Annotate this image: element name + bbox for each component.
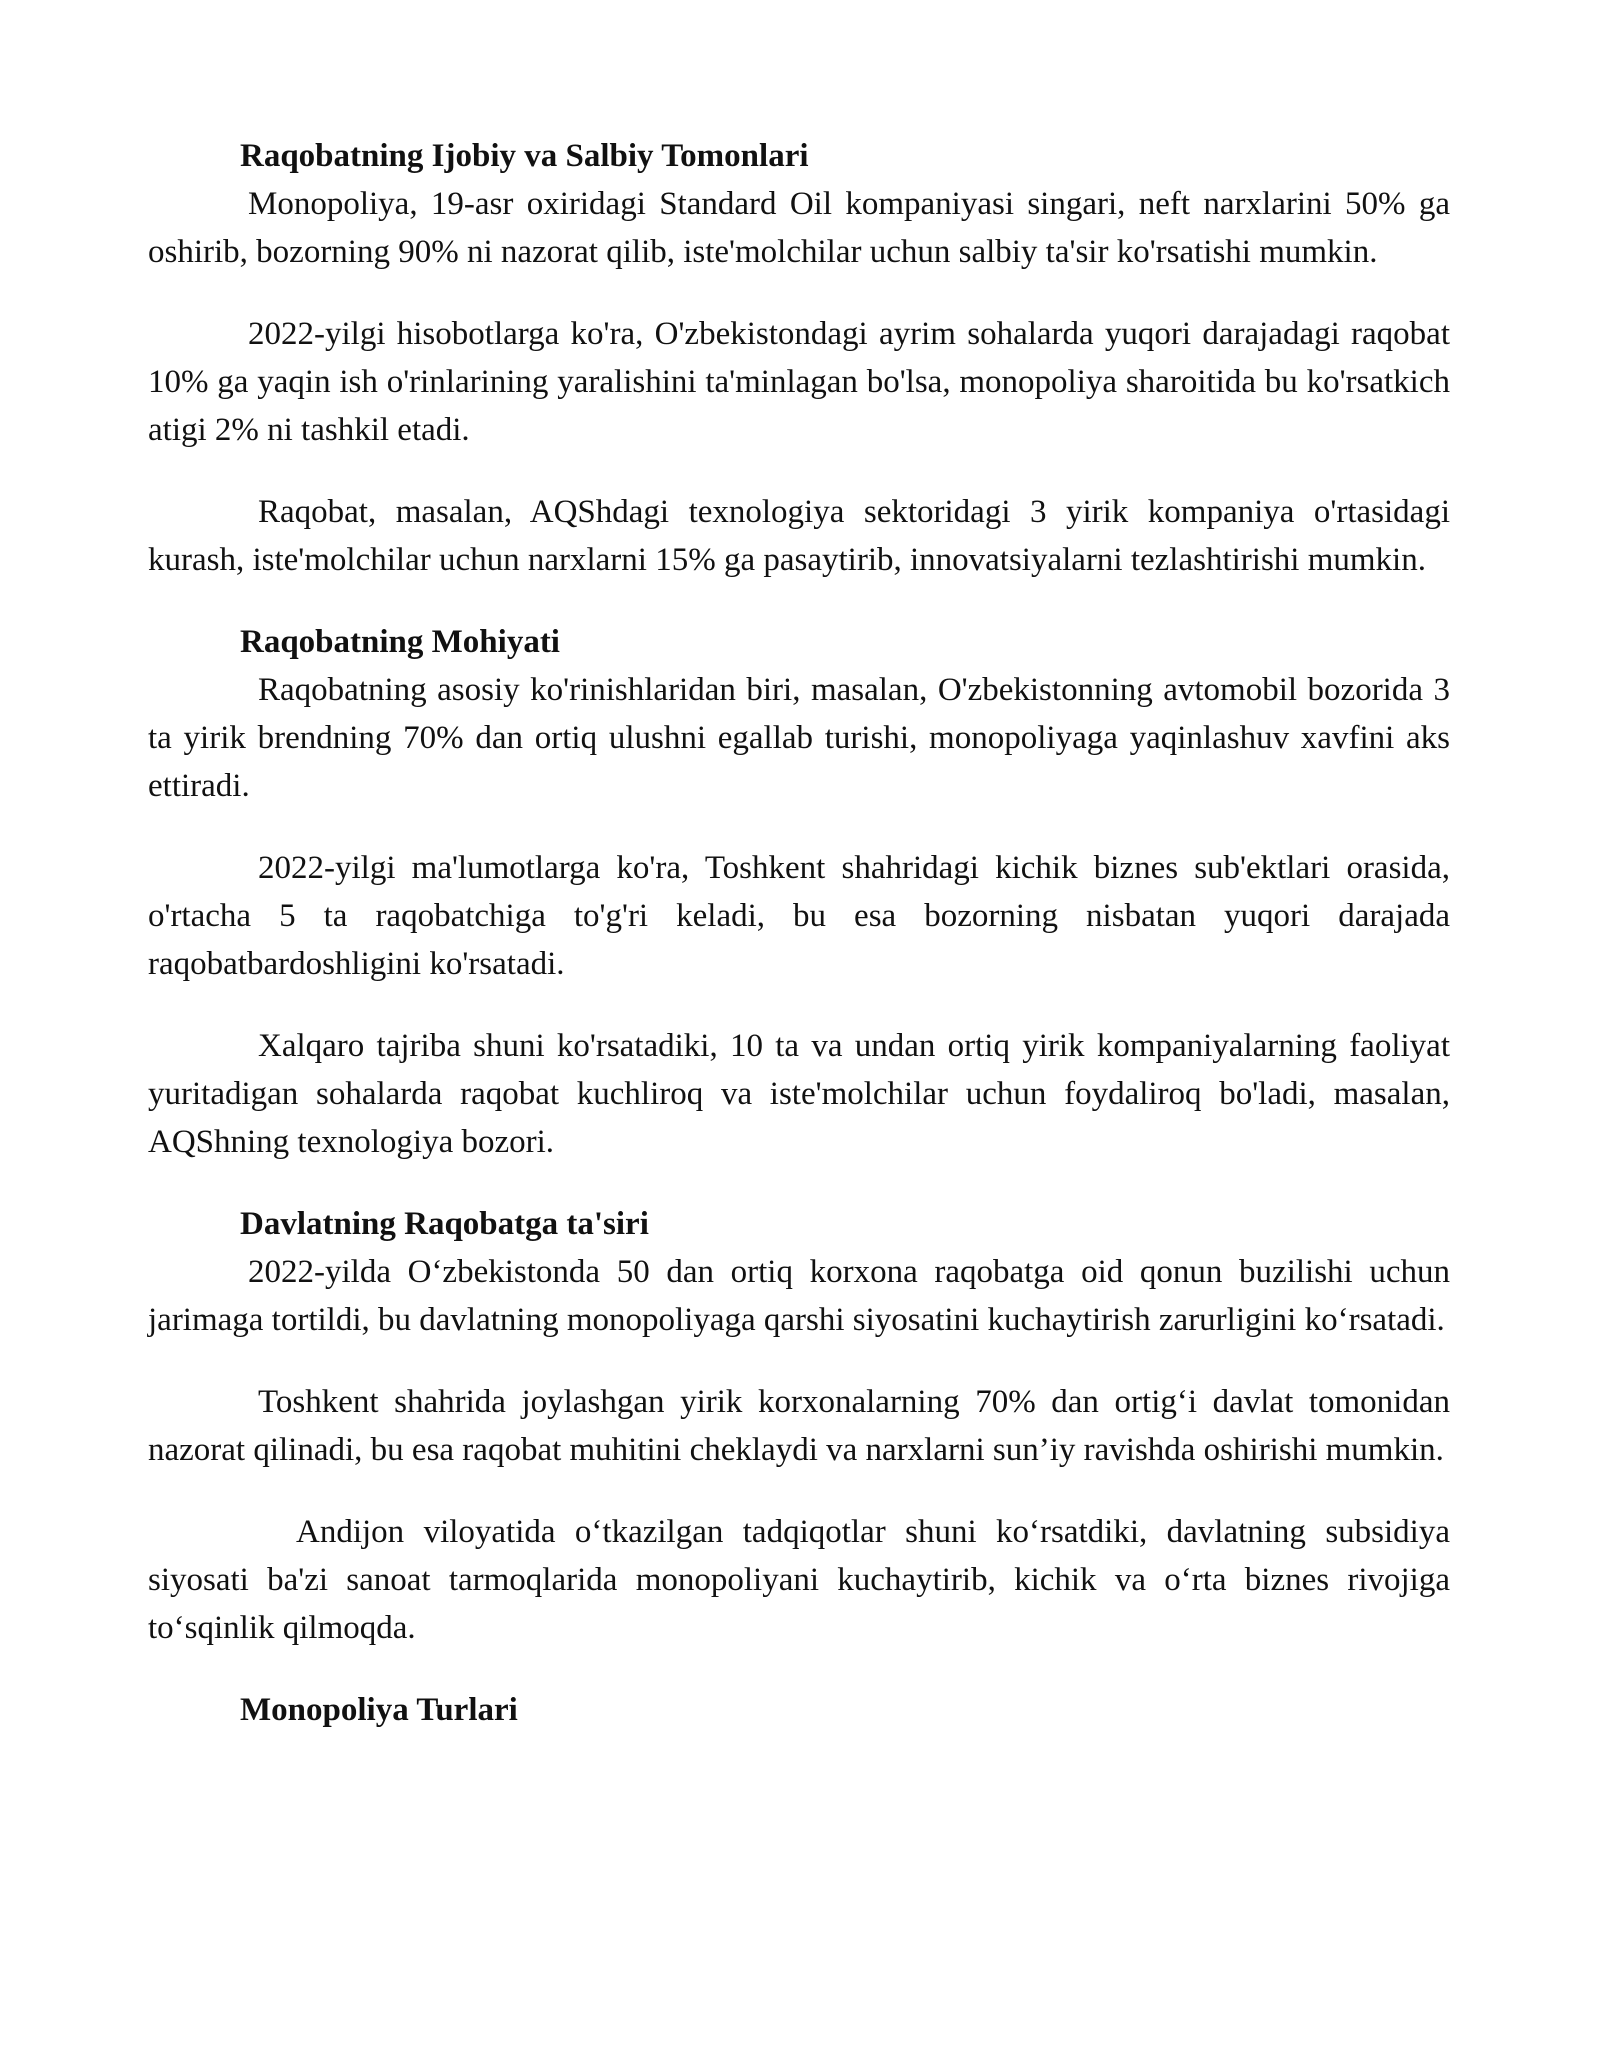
paragraph: 2022-yilda O‘zbekistonda 50 dan ortiq korxona raqobatga oid qonun buzilishi uchun jarimaga tortildi, bu davlatning monopoliyaga qarshi siyosatini kuchaytirish zarurligini ko‘rsatadi.	[148, 1254, 1450, 1338]
paragraph: Raqobat, masalan, AQShdagi texnologiya sektoridagi 3 yirik kompaniya o'rtasidagi kurash, iste'molchilar uchun narxlarni 15% ga pasaytirib, innovatsiyalarni tezlashtirishi mumkin.	[148, 494, 1450, 578]
paragraph: Andijon viloyatida o‘tkazilgan tadqiqotlar shuni ko‘rsatdiki, davlatning subsidiya siyosati ba'zi sanoat tarmoqlarida monopoliyani kuchaytirib, kichik va o‘rta biznes rivojiga to‘sqinlik qilmoqda.	[148, 1514, 1450, 1646]
section-essence	[148, 618, 1450, 1166]
paragraph: Xalqaro tajriba shuni ko'rsatadiki, 10 ta va undan ortiq yirik kompaniyalarning faoliyat yuritadigan sohalarda raqobat kuchliroq va iste'molchilar uchun foydaliroq bo'ladi, masalan, AQShning texnologiya bozori.	[148, 1028, 1450, 1160]
section-heading: Raqobatning Ijobiy va Salbiy Tomonlari	[240, 138, 809, 174]
paragraph: Toshkent shahrida joylashgan yirik korxonalarning 70% dan ortig‘i davlat tomonidan nazorat qilinadi, bu esa raqobat muhitini cheklaydi va narxlarni sun’iy ravishda oshirishi mumkin.	[148, 1384, 1450, 1468]
section-heading: Davlatning Raqobatga ta'siri	[240, 1206, 649, 1242]
paragraph: Monopoliya, 19-asr oxiridagi Standard Oil kompaniyasi singari, neft narxlarini 50% ga oshirib, bozorning 90% ni nazorat qilib, iste'molchilar uchun salbiy ta'sir ko'rsatishi mumkin.	[148, 186, 1450, 270]
section-heading: Raqobatning Mohiyati	[240, 624, 560, 660]
section-heading: Monopoliya Turlari	[240, 1692, 518, 1728]
section-positive-negative	[148, 132, 1450, 584]
paragraph: Raqobatning asosiy ko'rinishlaridan biri, masalan, O'zbekistonning avtomobil bozorida 3 ta yirik brendning 70% dan ortiq ulushni egallab turishi, monopoliyaga yaqinlashuv xavfini aks ettiradi.	[148, 672, 1450, 804]
paragraph: 2022-yilgi hisobotlarga ko'ra, O'zbekistondagi ayrim sohalarda yuqori darajadagi raqobat 10% ga yaqin ish o'rinlarining yaralishini ta'minlagan bo'lsa, monopoliya sharoitida bu ko'rsatkich atigi 2% ni tashkil etadi.	[148, 316, 1450, 448]
document-body	[148, 132, 1450, 1768]
section-monopoly-types	[148, 1686, 1450, 1734]
section-state-influence	[148, 1200, 1450, 1652]
paragraph: 2022-yilgi ma'lumotlarga ko'ra, Toshkent shahridagi kichik biznes sub'ektlari orasida, o'rtacha 5 ta raqobatchiga to'g'ri keladi, bu esa bozorning nisbatan yuqori darajada raqobatbardoshligini ko'rsatadi.	[148, 850, 1450, 982]
